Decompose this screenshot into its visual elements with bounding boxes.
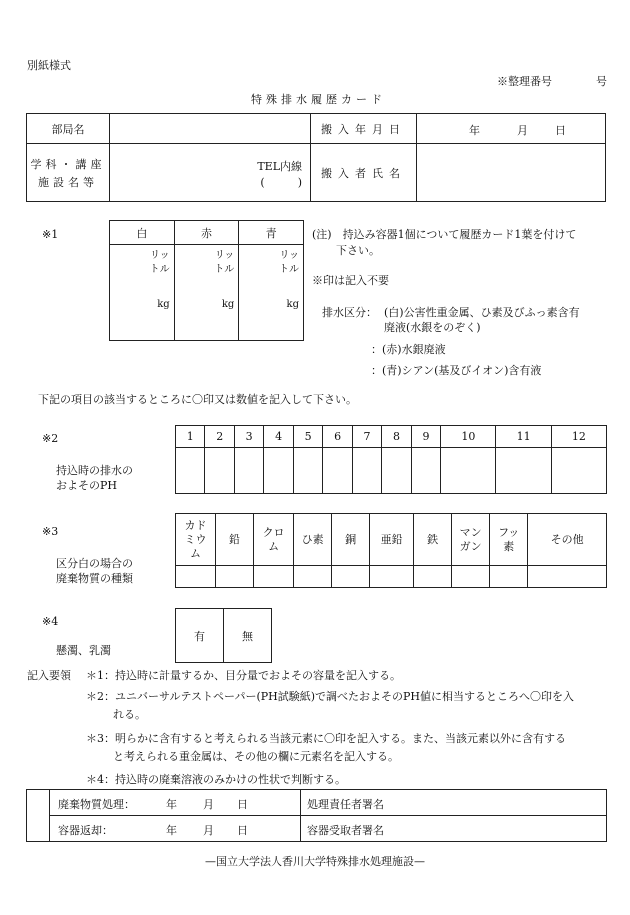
facility-label-2: 施設名等 xyxy=(38,175,98,189)
disposal-day: 日 xyxy=(237,798,248,811)
note-1: (注) 持込み容器1個について履歴カード1葉を付けて xyxy=(312,228,577,241)
return-label: 容器返却： xyxy=(58,824,113,837)
tel-label: TEL内線 xyxy=(257,160,302,173)
tel-paren: ( ) xyxy=(260,176,302,189)
return-day: 日 xyxy=(237,824,248,837)
disposal-month: 月 xyxy=(203,798,214,811)
ph-cell-8[interactable] xyxy=(382,448,411,494)
metal-cell-3[interactable] xyxy=(294,566,332,588)
ph-cell-12[interactable] xyxy=(551,448,606,494)
metal-header-line: ミウ xyxy=(184,532,207,546)
ph-cell-2[interactable] xyxy=(205,448,234,494)
instruction-text: 下記の項目の該当するところに〇印又は数値を記入して下さい。 xyxy=(38,393,357,406)
guide-item-2b: れる。 xyxy=(113,708,146,721)
metal-cell-7[interactable] xyxy=(452,566,490,588)
ph-cell-3[interactable] xyxy=(234,448,263,494)
facility-label xyxy=(27,144,110,202)
color-header-blue: 青 xyxy=(239,221,304,245)
ph-cell-10[interactable] xyxy=(441,448,496,494)
ph-number-10: 10 xyxy=(441,426,496,448)
ph-number-1: 1 xyxy=(176,426,205,448)
category-red: ：(赤)水銀廃液 xyxy=(371,343,446,356)
metal-label-1: 区分白の場合の xyxy=(56,557,133,570)
metal-header-line: 鉄 xyxy=(427,532,439,546)
mark-2: ※2 xyxy=(42,432,59,445)
ph-number-9: 9 xyxy=(411,426,440,448)
dept-field[interactable] xyxy=(110,114,311,144)
metal-header-line: フッ xyxy=(498,525,520,539)
return-month: 月 xyxy=(203,824,214,837)
guide-title: 記入要領 xyxy=(27,669,71,682)
ph-label-2: およそのPH xyxy=(56,479,117,492)
kg-unit-blue: kg xyxy=(286,299,299,310)
responsible-sign-field[interactable] xyxy=(301,790,607,816)
metal-header-line: 銅 xyxy=(345,532,357,546)
ph-number-4: 4 xyxy=(264,426,293,448)
liter-unit-red: リッ トル xyxy=(214,250,235,275)
processing-table xyxy=(26,789,607,842)
date-year: 年 xyxy=(469,124,480,137)
category-blue: ：(青)シアン(基及びイオン)含有液 xyxy=(371,364,542,377)
ph-cell-1[interactable] xyxy=(176,448,205,494)
number-label: ※整理番号 xyxy=(497,75,552,88)
metal-header-9 xyxy=(528,514,607,566)
metal-cell-9[interactable] xyxy=(528,566,607,588)
liter-unit-white: リッ トル xyxy=(149,250,170,275)
facility-field[interactable] xyxy=(110,144,311,202)
liter-unit-blue: リッ トル xyxy=(279,250,299,275)
ph-number-8: 8 xyxy=(382,426,411,448)
form-label: 別紙様式 xyxy=(27,59,71,72)
date-field[interactable] xyxy=(417,114,606,144)
metal-table xyxy=(175,513,607,588)
metal-cell-6[interactable] xyxy=(414,566,452,588)
dept-label: 部局名 xyxy=(27,114,110,144)
number-suffix: 号 xyxy=(596,75,607,88)
metal-header-0 xyxy=(176,514,216,566)
ph-number-7: 7 xyxy=(352,426,381,448)
metal-header-8 xyxy=(490,514,528,566)
metal-header-line: 鉛 xyxy=(229,532,241,546)
turbidity-yes[interactable]: 有 xyxy=(176,609,224,663)
date-month: 月 xyxy=(517,124,528,137)
carrier-field[interactable] xyxy=(417,144,606,202)
metal-header-line: マン xyxy=(459,525,482,539)
volume-cell-red[interactable] xyxy=(174,245,239,341)
note-2: ※印は記入不要 xyxy=(312,274,389,287)
ph-label-1: 持込時の排水の xyxy=(56,464,133,477)
turbidity-label: 懸濁、乳濁 xyxy=(56,644,111,657)
turbidity-table xyxy=(175,608,272,663)
metal-header-line: 亜鉛 xyxy=(380,532,403,546)
mark-4: ※4 xyxy=(42,615,59,628)
applicant-table xyxy=(26,113,606,202)
return-row[interactable] xyxy=(50,816,301,842)
date-day: 日 xyxy=(555,124,566,137)
receiver-sign-field[interactable] xyxy=(301,816,607,842)
category-white-1: (白)公害性重金属、ひ素及びふっ素含有 xyxy=(384,306,580,319)
metal-header-1 xyxy=(216,514,254,566)
ph-number-6: 6 xyxy=(323,426,352,448)
facility-label-1: 学科・講座 xyxy=(30,157,106,171)
ph-cell-11[interactable] xyxy=(496,448,551,494)
page-title: 特殊排水履歴カード xyxy=(251,93,386,106)
metal-cell-0[interactable] xyxy=(176,566,216,588)
guide-item-4: ＊4：持込時の廃棄溶液のみかけの性状で判断する。 xyxy=(86,773,346,786)
category-label: 排水区分： xyxy=(322,306,377,319)
ph-number-5: 5 xyxy=(293,426,322,448)
metal-cell-1[interactable] xyxy=(216,566,254,588)
metal-header-7 xyxy=(452,514,490,566)
metal-header-5 xyxy=(370,514,414,566)
volume-cell-blue[interactable] xyxy=(239,245,304,341)
metal-header-2 xyxy=(254,514,294,566)
kg-unit-red: kg xyxy=(221,299,235,310)
metal-header-line: ひ素 xyxy=(301,532,324,546)
ph-number-11: 11 xyxy=(496,426,551,448)
turbidity-no[interactable]: 無 xyxy=(224,609,272,663)
volume-cell-white[interactable] xyxy=(110,245,175,341)
metal-header-4 xyxy=(332,514,370,566)
guide-item-3a: ＊3：明らかに含有すると考えられる当該元素に〇印を記入する。また、当該元素以外に含有する xyxy=(86,732,566,745)
footer-text: —国立大学法人香川大学特殊排水処理施設— xyxy=(205,855,425,868)
metal-cell-2[interactable] xyxy=(254,566,294,588)
metal-header-line: ガン xyxy=(459,539,482,553)
metal-header-3 xyxy=(294,514,332,566)
disposal-label: 廃棄物質処理： xyxy=(58,798,135,811)
ph-cell-4[interactable] xyxy=(264,448,293,494)
color-header-white: 白 xyxy=(110,221,175,245)
processing-stamp-cell xyxy=(27,790,50,842)
ph-cell-6[interactable] xyxy=(323,448,352,494)
category-white-2: 廃液(水銀をのぞく) xyxy=(384,321,481,334)
responsible-sign-label: 処理責任者署名 xyxy=(307,798,384,811)
carrier-label: 搬入者氏名 xyxy=(311,144,417,202)
metal-header-line: クロ xyxy=(262,525,285,539)
metal-header-line: ム xyxy=(268,539,280,553)
note-1b: 下さい。 xyxy=(336,244,380,257)
metal-header-line: その他 xyxy=(550,532,584,546)
guide-item-3b: と考えられる重金属は、その他の欄に元素名を記入する。 xyxy=(113,750,399,763)
receiver-sign-label: 容器受取者署名 xyxy=(307,824,384,837)
metal-header-line: 素 xyxy=(503,539,515,553)
disposal-row[interactable] xyxy=(50,790,301,816)
metal-cell-8[interactable] xyxy=(490,566,528,588)
ph-number-12: 12 xyxy=(551,426,606,448)
ph-cell-9[interactable] xyxy=(411,448,440,494)
ph-cell-7[interactable] xyxy=(352,448,381,494)
metal-header-line: ム xyxy=(190,546,201,560)
metal-label-2: 廃棄物質の種類 xyxy=(56,572,133,585)
ph-cell-5[interactable] xyxy=(293,448,322,494)
color-table xyxy=(109,220,304,341)
metal-header-line: カド xyxy=(184,518,207,532)
guide-item-1: ＊1：持込時に計量するか、目分量でおよその容量を記入する。 xyxy=(86,669,401,682)
disposal-year: 年 xyxy=(166,798,177,811)
ph-number-3: 3 xyxy=(234,426,263,448)
mark-3: ※3 xyxy=(42,525,59,538)
date-label: 搬入年月日 xyxy=(311,114,417,144)
metal-cell-5[interactable] xyxy=(370,566,414,588)
kg-unit-white: kg xyxy=(157,299,170,310)
ph-table xyxy=(175,425,607,494)
guide-item-2a: ＊2：ユニバーサルテストペーパー(PH試験紙)で調べたおよそのPH値に相当するところへ〇印を入 xyxy=(86,690,575,703)
metal-cell-4[interactable] xyxy=(332,566,370,588)
metal-header-6 xyxy=(414,514,452,566)
ph-number-2: 2 xyxy=(205,426,234,448)
color-header-red: 赤 xyxy=(174,221,239,245)
return-year: 年 xyxy=(166,824,177,837)
mark-1: ※1 xyxy=(42,228,59,241)
